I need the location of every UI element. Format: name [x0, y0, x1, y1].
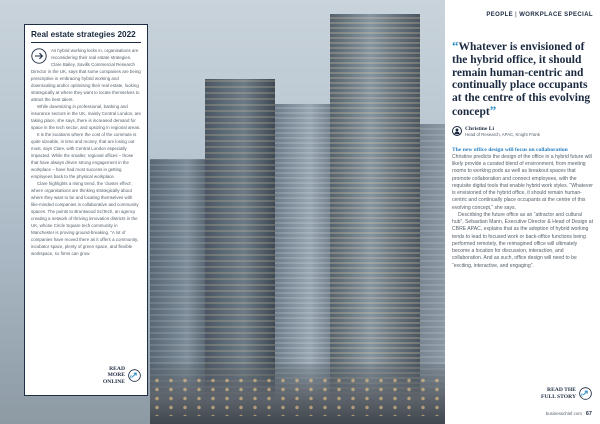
cta-line: FULL STORY — [541, 393, 576, 400]
boxout-paragraph: Clare highlights a rising trend, the ‘cluster effect’, where organisations are thinking strategically about where they want to be and locating themselves with like-minded companies in collaborative and community spaces. The points to Bruntwood SciTech, an agency creating a network of thriving innovation districts in the UK, whose Circle Square tech community in Manchester is proving ground-breaking. “A lot of companies have moved there as it offers a community, incubator space, plenty of green space, and flexible workspace, so firms can grow — [31, 181, 139, 256]
globe-link-icon — [579, 387, 592, 400]
close-quote-mark: ” — [489, 102, 497, 118]
real-estate-boxout — [24, 24, 148, 396]
byline-name: Christine Li — [465, 125, 495, 132]
globe-link-icon — [128, 369, 141, 382]
read-more-online-link[interactable] — [91, 366, 141, 385]
section-header — [452, 0, 593, 18]
boxout-paragraph: While downsizing in professional, banking and insurance sectors in the UK, mainly Central London, are taking place, she says, there is increased demand for space in the tech sector, and upsizing in regional areas. — [31, 104, 142, 130]
read-full-story-link[interactable] — [536, 387, 592, 400]
cta-line: READ MORE — [107, 365, 125, 379]
arrow-right-circle-icon — [31, 48, 47, 64]
byline-role: Head of Research, APAC, Knight Frank — [465, 131, 540, 137]
avatar-icon — [452, 126, 462, 136]
body-paragraph: Describing the future office as an “attractor and cultural hub”, Sebastian Mann, Executive Director & Head of Design at CBRE APAC, explains that as the adoption of hybrid working tends to lead to focused work or back-office functions being performed remotely, the reimagined office will ultimately become a location for discussion, interaction, and collaboration. And as such, office design will need to be “exciting, interactive, and engaging”. — [452, 211, 594, 269]
boxout-paragraph: As hybrid working kicks in, organisations are reconsidering their real estate strategies. Clare Bailey, Savills Commercial Research Director in the UK, says that some companies are being prescriptive in embracing hybrid working and downscaling and/or optimising their real estate, looking strategically at where they want to locate themselves to attract the best talent. — [31, 48, 141, 102]
article-panel — [445, 0, 600, 424]
section-primary: PEOPLE — [486, 12, 514, 18]
pull-quote — [452, 40, 593, 119]
cta-line: ONLINE — [102, 378, 125, 385]
subheading: The new office design will focus on collaboration — [452, 146, 568, 153]
footer-site: businesschief.com — [545, 411, 582, 416]
street-lights — [150, 376, 445, 416]
byline — [452, 126, 593, 137]
section-separator: | — [513, 12, 520, 18]
boxout-text — [31, 47, 141, 257]
cta-line: READ THE — [547, 387, 576, 394]
body-paragraph: Christine predicts the design of the office in a hybrid future will likely provide a curated blend of environment, from meeting rooms to working pods as well as breakout spaces that promote collaboration and connect employees, with the requisite digital tools that enable hybrid work styles. “Whatever is envisioned of the hybrid office, it should remain human-centric and continually place occupants at the centre of this evolving concept,” she says. — [452, 153, 593, 211]
page-footer — [546, 411, 592, 417]
open-quote-mark: “ — [452, 38, 459, 53]
building — [330, 14, 420, 424]
boxout-title: Real estate strategies 2022 — [31, 30, 141, 43]
article-body — [452, 154, 593, 270]
read-more-label — [91, 366, 125, 385]
page-number: 67 — [585, 411, 592, 417]
pull-quote-text: Whatever is envisioned of the hybrid office, it should remain human-centric and continually place occupants at the centre of this evolving concept — [452, 41, 591, 118]
boxout-paragraph: It is the locations where the cost of the commute is quite sizeable, in time and money, that are losing out most, says Clare, with Central London especially impacted. While the smaller, regional offices – those that have always driven strong engagement in the workplace – have had most success in getting employees back to the physical workplace. — [31, 132, 137, 179]
read-full-label — [536, 387, 576, 400]
section-secondary: WORKPLACE SPECIAL — [519, 12, 593, 18]
